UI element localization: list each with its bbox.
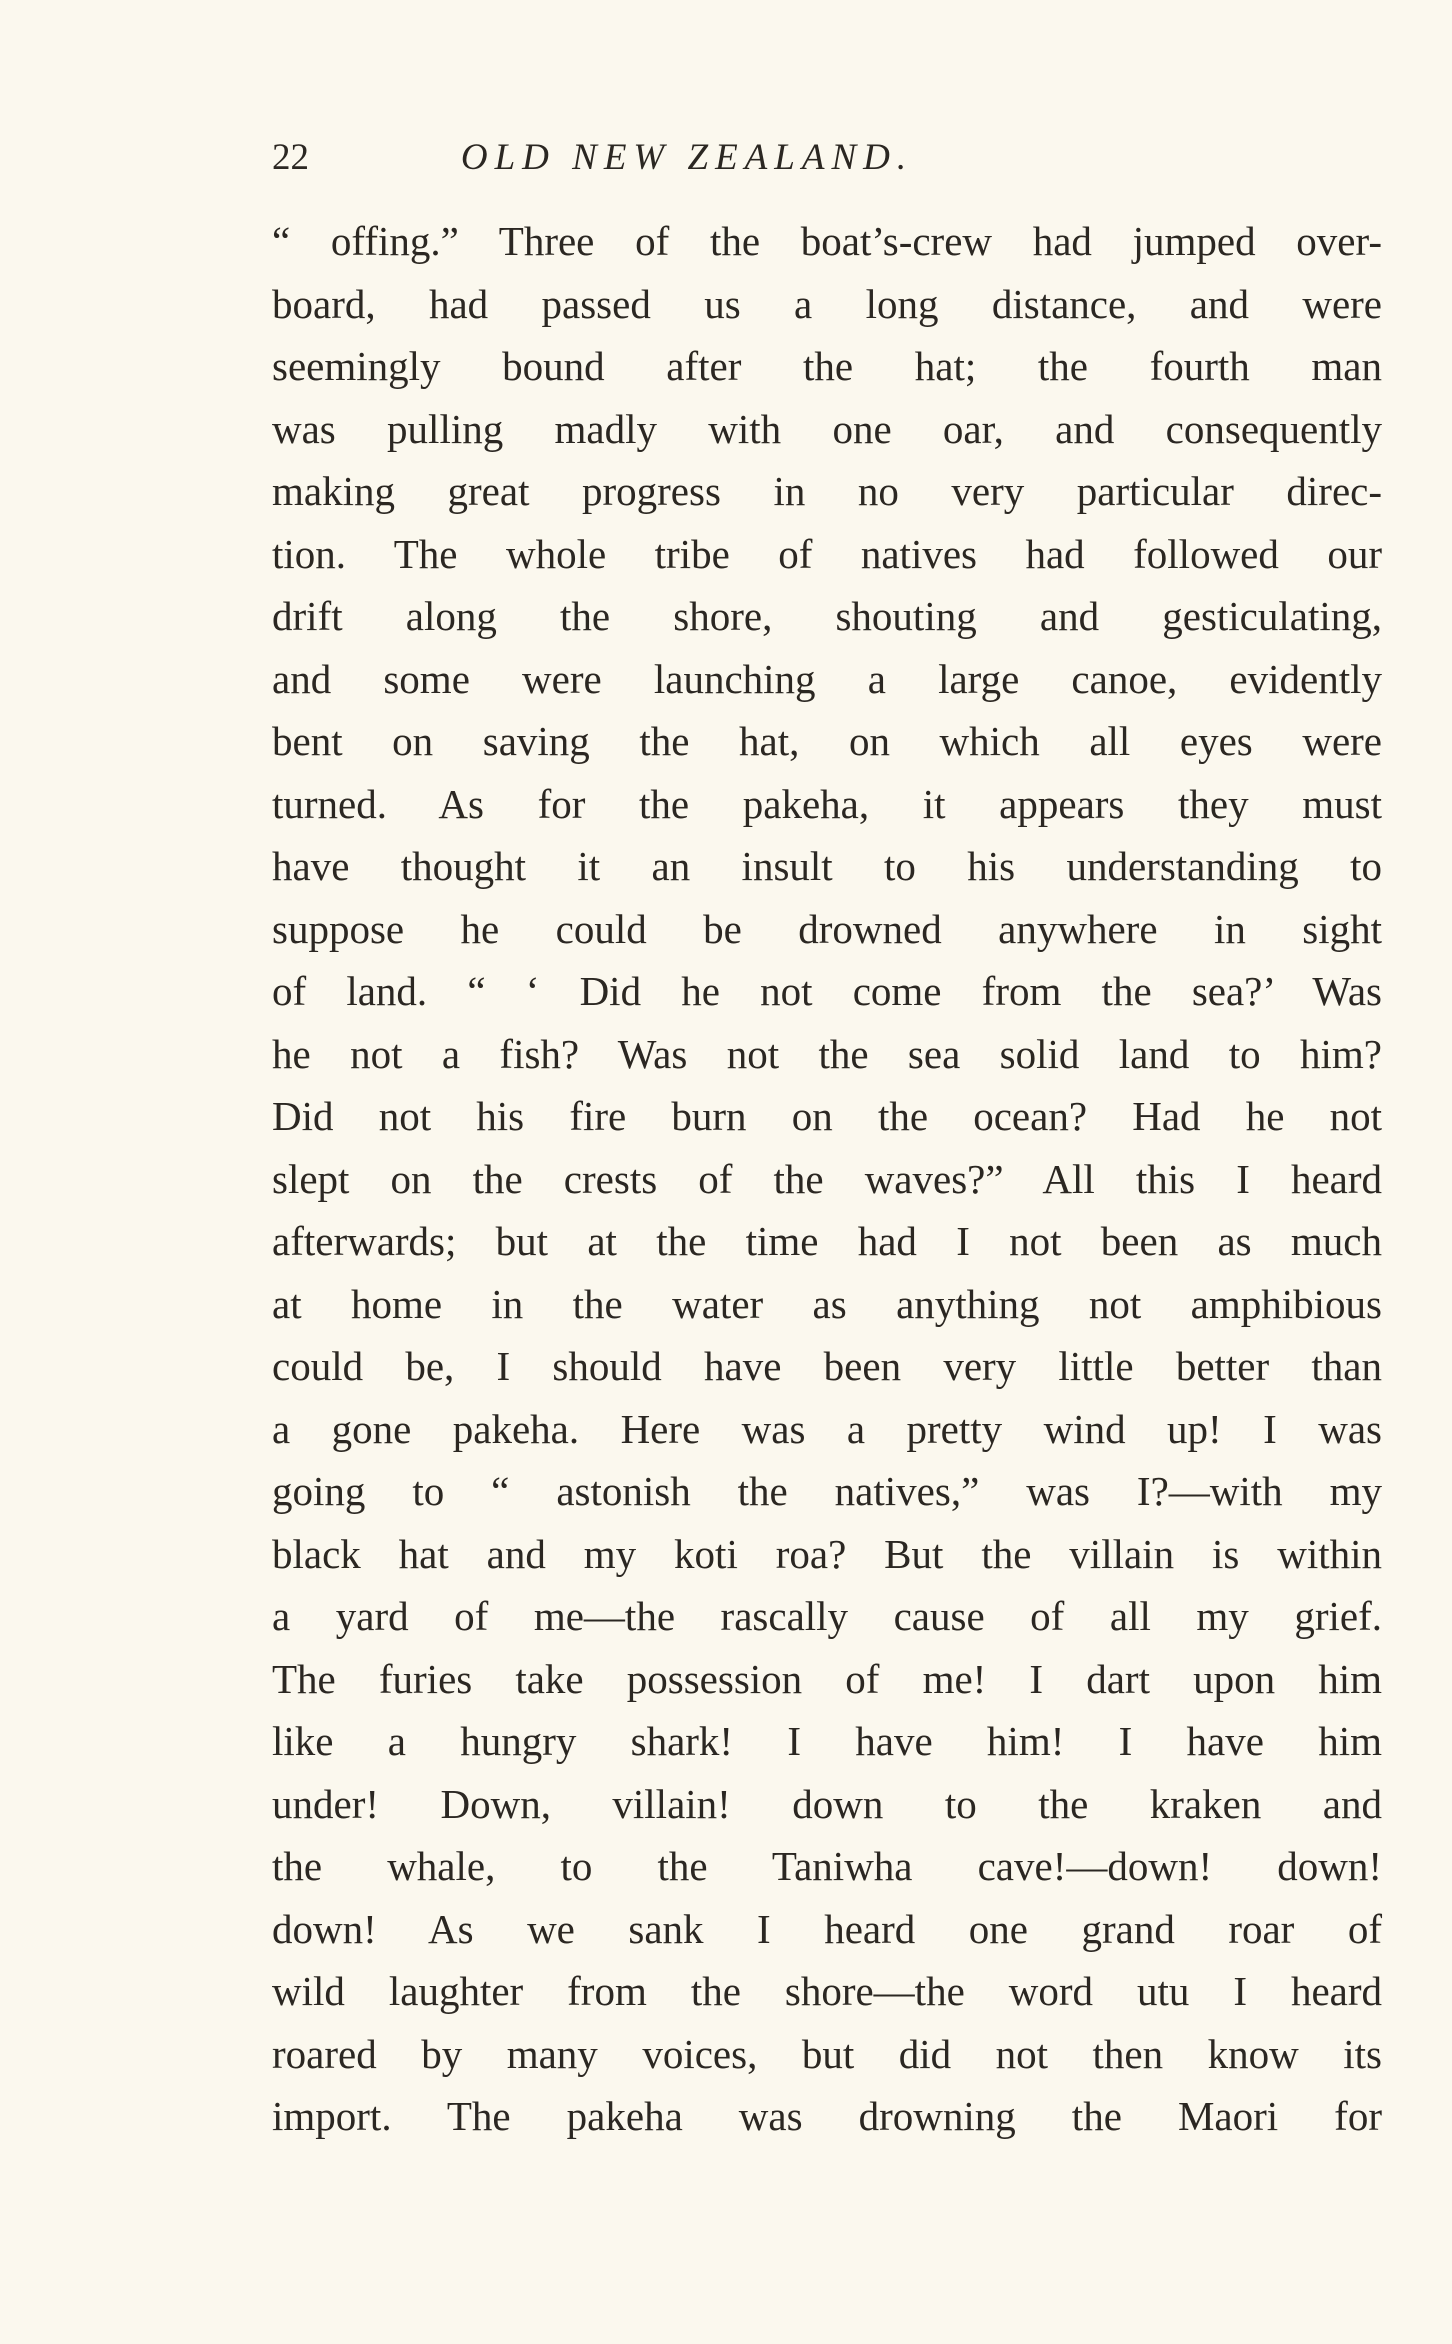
text-line: wild laughter from the shore—the word utu I heard [272, 1968, 1382, 2014]
text-line: could be, I should have been very little better than [272, 1343, 1382, 1389]
running-title: OLD NEW ZEALAND. [460, 137, 914, 178]
page-number: 22 [272, 137, 309, 178]
text-line: tion. The whole tribe of natives had followed our [272, 530, 1382, 577]
text-line: turned. As for the pakeha, it appears they must [272, 780, 1382, 827]
text-line: like a hungry shark! I have him! I have him [272, 1718, 1382, 1764]
text-line: board, had passed us a long distance, and were [272, 280, 1382, 327]
text-line: was pulling madly with one oar, and consequently [272, 405, 1382, 452]
text-line: seemingly bound after the hat; the fourth man [272, 343, 1382, 389]
text-line: afterwards; but at the time had I not been as much [272, 1218, 1382, 1264]
text-line: he not a fish? Was not the sea solid land to him? [272, 1030, 1382, 1077]
text-line: black hat and my koti roa? But the villain is within [272, 1530, 1382, 1577]
text-line: down! As we sank I heard one grand roar of [272, 1905, 1382, 1952]
text-line: slept on the crests of the waves?” All this I heard [272, 1155, 1382, 1202]
text-line: suppose he could be drowned anywhere in sight [272, 905, 1382, 952]
text-line: a gone pakeha. Here was a pretty wind up! I was [272, 1405, 1382, 1452]
text-line: making great progress in no very particular direc- [272, 468, 1382, 514]
text-line: at home in the water as anything not amphibious [272, 1280, 1382, 1327]
text-line: and some were launching a large canoe, evidently [272, 655, 1382, 702]
text-line: a yard of me—the rascally cause of all my grief. [272, 1593, 1382, 1639]
text-line: the whale, to the Taniwha cave!—down! down! [272, 1843, 1382, 1889]
text-line: The furies take possession of me! I dart upon him [272, 1655, 1382, 1702]
text-line: under! Down, villain! down to the kraken and [272, 1780, 1382, 1827]
text-line: have thought it an insult to his understanding to [272, 843, 1382, 889]
text-line: import. The pakeha was drowning the Maori for [272, 2093, 1382, 2139]
text-line: going to “ astonish the natives,” was I?—with my [272, 1468, 1382, 1514]
running-head [272, 128, 1102, 188]
text-line: roared by many voices, but did not then know its [272, 2030, 1382, 2077]
body-text [272, 210, 1382, 2148]
text-line: drift along the shore, shouting and gesticulating, [272, 593, 1382, 639]
text-line: “ offing.” Three of the boat’s-crew had jumped over- [272, 218, 1382, 264]
text-line: Did not his fire burn on the ocean? Had he not [272, 1093, 1382, 1139]
text-line: bent on saving the hat, on which all eyes were [272, 718, 1382, 764]
text-line: of land. “ ‘ Did he not come from the sea?’ Was [272, 968, 1382, 1014]
